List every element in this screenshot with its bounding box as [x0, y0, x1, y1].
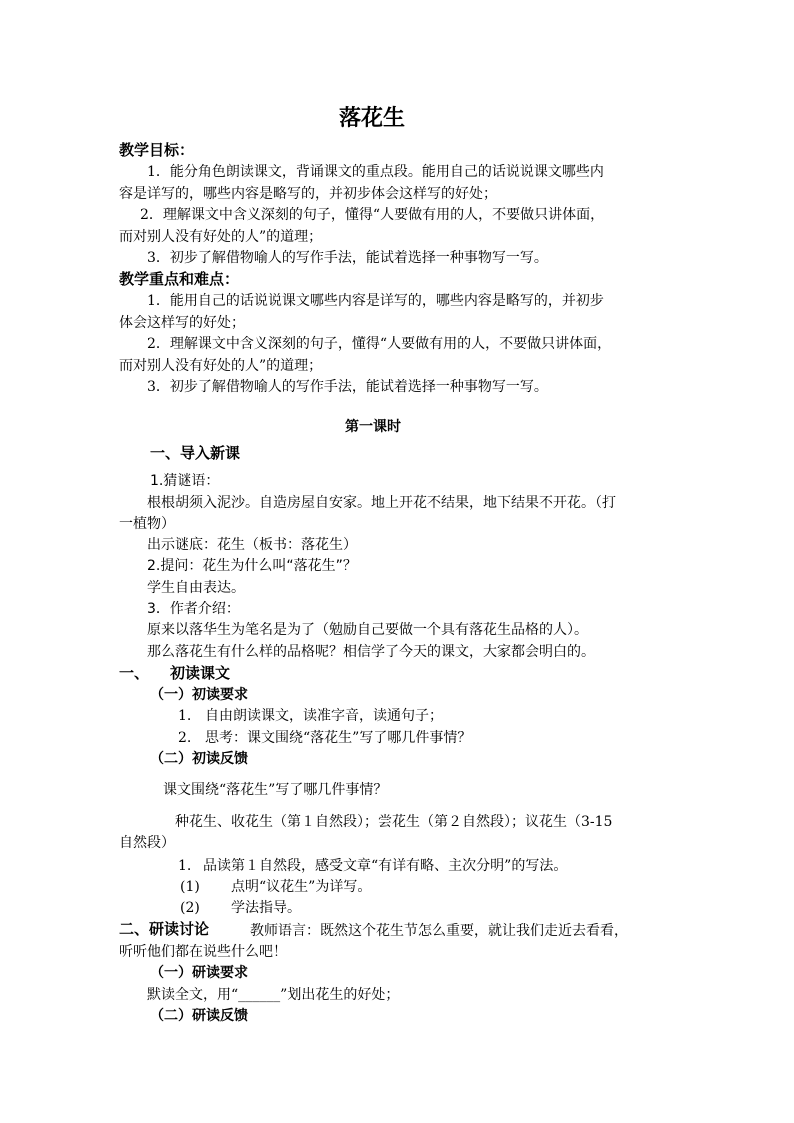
- list-number: 1.: [178, 708, 192, 724]
- body-line: 出示谜底：花生（板书：落花生）: [147, 537, 357, 553]
- section-heading-first-read: 初读课文: [170, 664, 231, 682]
- body-line: 2.提问：花生为什么叫“落花生”？: [147, 558, 357, 574]
- key-points-heading: 教学重点和难点：: [119, 270, 240, 288]
- goal-line: 1．能分角色朗读课文，背诵课文的重点段。能用自己的话说说课文哪些内: [147, 164, 604, 180]
- section-heading-intro: 一、导入新课: [150, 444, 241, 462]
- key-point-line: 体会这样写的好处；: [119, 315, 245, 331]
- goal-line: 容是详写的，哪些内容是略写的，并初步体会这样写的好处；: [119, 186, 497, 202]
- section-number: 一、: [119, 664, 150, 682]
- list-number: (2): [180, 900, 200, 916]
- goal-line: 3．初步了解借物喻人的写作手法，能试着选择一种事物写一写。: [147, 250, 548, 266]
- list-number: 2.: [178, 730, 192, 746]
- body-line: 1.猜谜语：: [150, 473, 220, 489]
- key-point-line: 3．初步了解借物喻人的写作手法，能试着选择一种事物写一写。: [147, 379, 548, 395]
- body-line: 自然段）: [119, 835, 175, 851]
- body-line: 课文围绕“落花生”写了哪几件事情？: [163, 782, 388, 798]
- list-number: (1): [180, 879, 200, 895]
- list-item: 思考：课文围绕“落花生”写了哪几件事情？: [205, 730, 472, 746]
- list-item: 点明“议花生”为详写。: [231, 879, 372, 895]
- body-line: 那么落花生有什么样的品格呢？相信学了今天的课文，大家都会明白的。: [147, 644, 595, 660]
- subsection-heading: （一）初读要求: [150, 687, 248, 703]
- list-item: 自由朗读课文，读准字音，读通句子；: [205, 708, 443, 724]
- body-line: 种花生、收花生（第１自然段）；尝花生（第２自然段）；议花生（3-15: [175, 814, 613, 830]
- key-point-line: 1．能用自己的话说说课文哪些内容是详写的，哪些内容是略写的，并初步: [147, 293, 604, 309]
- list-number: 1.: [178, 858, 192, 874]
- goals-heading: 教学目标：: [119, 141, 195, 159]
- body-line: 学生自由表达。: [147, 580, 245, 596]
- subsection-heading: （二）初读反馈: [150, 751, 248, 767]
- list-item: 品读第１自然段，感受文章“有详有略、主次分明”的写法。: [203, 858, 568, 874]
- body-line: 默读全文，用“______”划出花生的好处；: [147, 987, 400, 1003]
- section-heading-discussion: 二、研读讨论: [119, 920, 210, 938]
- subsection-heading: （二）研读反馈: [150, 1008, 248, 1024]
- goal-line: 而对别人没有好处的人”的道理；: [119, 229, 323, 245]
- document-title: 落花生: [339, 105, 406, 131]
- body-line: 根根胡须入泥沙。自造房屋自安家。地上开花不结果，地下结果不开花。（打: [147, 495, 616, 511]
- body-line: 一植物）: [119, 516, 175, 532]
- body-line: 听听他们都在说些什么吧！: [119, 944, 287, 960]
- key-point-line: 而对别人没有好处的人”的道理；: [119, 358, 323, 374]
- body-line: 原来以落华生为笔名是为了（勉励自己要做一个具有落花生品格的人）。: [147, 622, 588, 638]
- subsection-heading: （一）研读要求: [150, 965, 248, 981]
- lesson-heading: 第一课时: [345, 419, 401, 435]
- key-point-line: 2．理解课文中含义深刻的句子，懂得“人要做有用的人，不要做只讲体面，: [147, 336, 612, 352]
- list-item: 学法指导。: [231, 900, 301, 916]
- body-line: 教师语言：既然这个花生节怎么重要，就让我们走近去看看，: [250, 923, 628, 939]
- goal-line: 2．理解课文中含义深刻的句子，懂得“人要做有用的人，不要做只讲体面，: [140, 207, 605, 223]
- body-line: 3．作者介绍：: [147, 601, 240, 617]
